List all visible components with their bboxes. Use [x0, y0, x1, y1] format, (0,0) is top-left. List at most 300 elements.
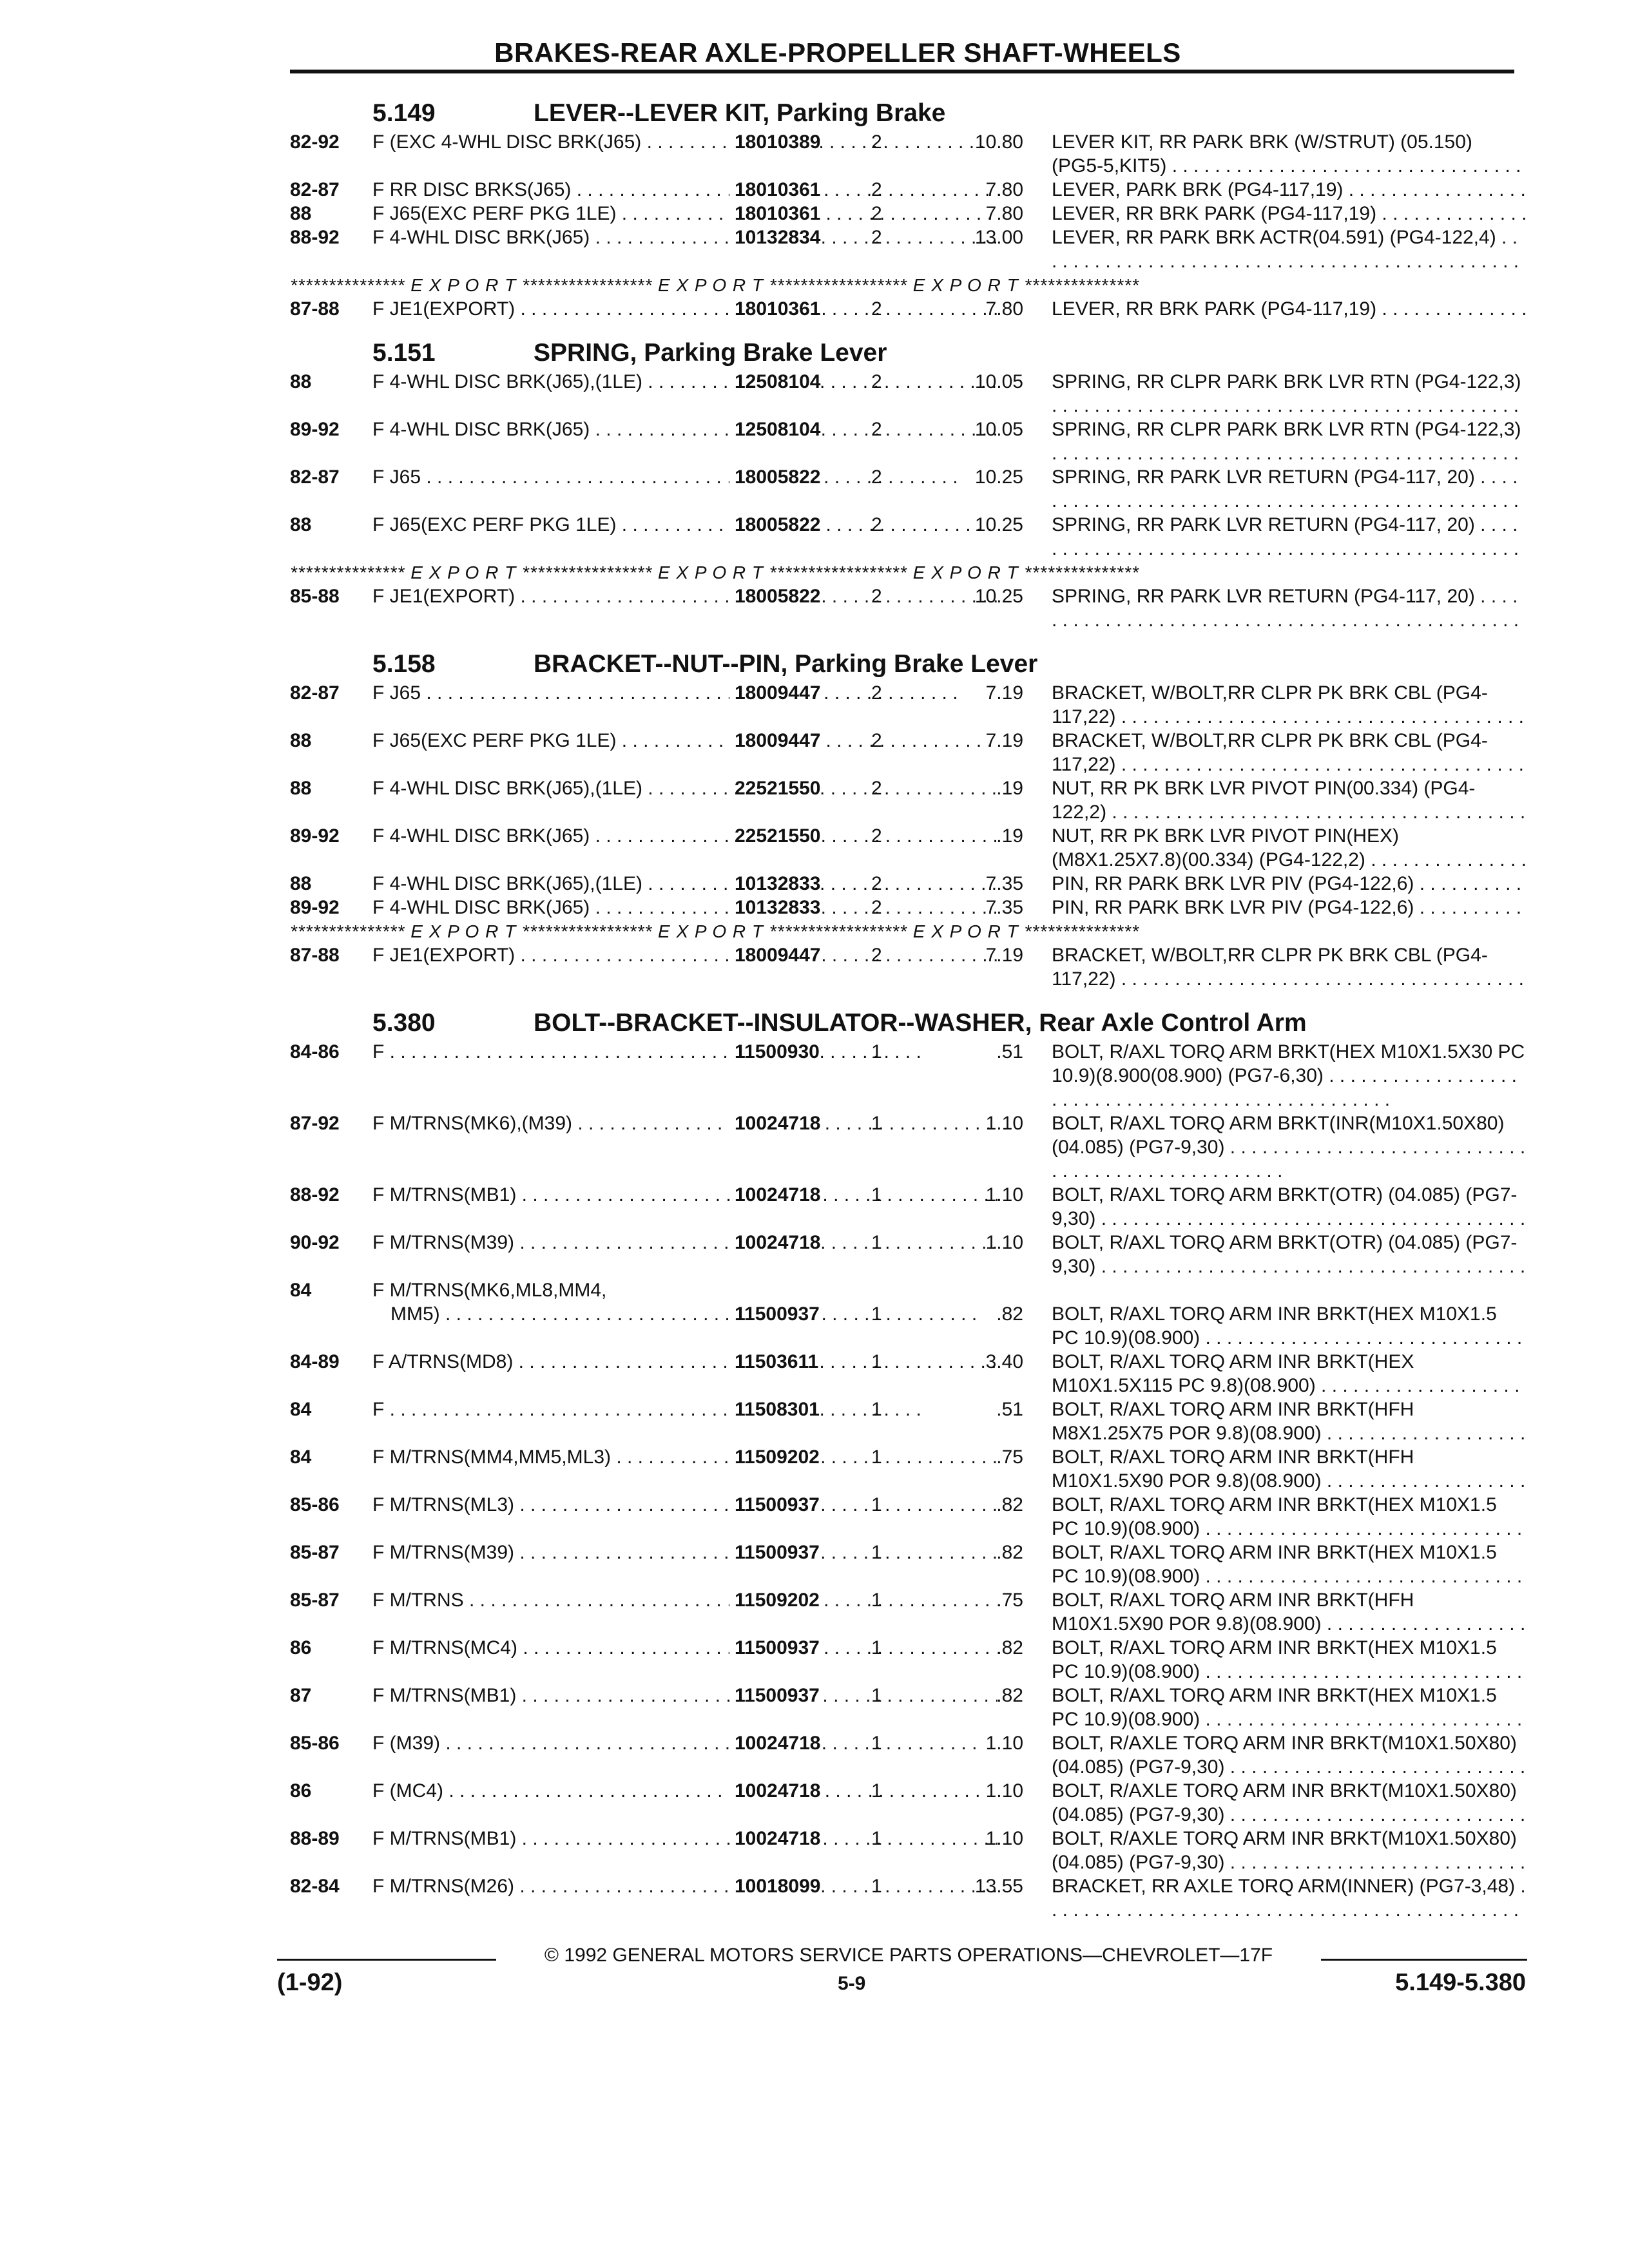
table-row	[290, 681, 1527, 729]
part-number: 11500937	[729, 1541, 820, 1564]
part-number: 18009447	[729, 943, 820, 967]
quantity: 1	[871, 1494, 882, 1515]
quantity: 2	[871, 203, 882, 224]
description-text: BOLT, R/AXL TORQ ARM BRKT(OTR) (04.085) (PG7-9,30) . . .	[1052, 1183, 1527, 1231]
page-title: BRAKES-REAR AXLE-PROPELLER SHAFT-WHEELS	[494, 37, 1181, 68]
description	[1052, 943, 1527, 991]
section-header	[290, 994, 1527, 1040]
quantity: 2	[871, 778, 882, 799]
export-banner: *************** E X P O R T ***************** E X P O R T ****************** E X P O R T ***************	[290, 275, 1139, 295]
application: F (M39) . . .	[372, 1731, 998, 1755]
description-text: BRACKET, W/BOLT,RR CLPR PK BRK CBL (PG4-117,22) . . .	[1052, 943, 1527, 991]
application: F 4-WHL DISC BRK(J65),(1LE) . . .	[372, 872, 998, 896]
footer-section-range: 5.149-5.380	[1395, 1969, 1526, 1996]
model-years: 86	[290, 1637, 312, 1658]
export-banner: *************** E X P O R T ***************** E X P O R T ****************** E X P O R T ***************	[290, 921, 1139, 941]
title-rule	[290, 70, 1514, 73]
model-years: 84	[290, 1280, 312, 1301]
footer-date: (1-92)	[277, 1969, 343, 1996]
price: 1.10	[985, 1828, 1023, 1849]
application: F J65(EXC PERF PKG 1LE) . . .	[372, 202, 998, 226]
application: F M/TRNS(MB1) . . .	[372, 1183, 998, 1207]
price: 7.19	[985, 730, 1023, 751]
quantity: 2	[871, 179, 882, 200]
price: 7.80	[985, 203, 1023, 224]
price: .75	[996, 1446, 1023, 1468]
table-row	[290, 1827, 1527, 1874]
price: .82	[996, 1303, 1023, 1325]
price: 10.05	[974, 371, 1023, 392]
quantity: 1	[871, 1828, 882, 1849]
table-row	[290, 1278, 1527, 1350]
price: 7.19	[985, 682, 1023, 704]
application: F J65(EXC PERF PKG 1LE) . . .	[372, 513, 998, 537]
description-text: SPRING, RR CLPR PARK BRK LVR RTN (PG4-122,3) . . .	[1052, 370, 1527, 418]
price: 13.00	[974, 227, 1023, 248]
price: .51	[996, 1399, 1023, 1420]
description-text: BOLT, R/AXL TORQ ARM INR BRKT(HFH M8X1.25X75 POR 9.8)(08.900) . . .	[1052, 1398, 1527, 1445]
description-text: BOLT, R/AXL TORQ ARM INR BRKT(HEX M10X1.5 PC 10.9)(08.900) . . .	[1052, 1541, 1527, 1588]
description	[1052, 1779, 1527, 1827]
model-years: 85-86	[290, 1733, 340, 1754]
price: .82	[996, 1637, 1023, 1658]
application: F 4-WHL DISC BRK(J65),(1LE) . . .	[372, 776, 998, 800]
description-text: BOLT, R/AXL TORQ ARM BRKT(OTR) (04.085) (PG7-9,30) . . .	[1052, 1231, 1527, 1278]
quantity: 1	[871, 1446, 882, 1468]
quantity: 1	[871, 1041, 882, 1062]
table-row	[290, 584, 1527, 632]
application: F 4-WHL DISC BRK(J65) . . .	[372, 824, 998, 848]
catalog-section	[290, 323, 1527, 632]
description	[1052, 1398, 1527, 1445]
price: 10.25	[974, 586, 1023, 607]
model-years: 85-87	[290, 1590, 340, 1611]
model-years: 87-88	[290, 945, 340, 966]
description-text: BOLT, R/AXL TORQ ARM INR BRKT(HEX M10X1.5 PC 10.9)(08.900) . . .	[1052, 1684, 1527, 1731]
table-row	[290, 729, 1527, 776]
part-number: 11500937	[729, 1636, 820, 1660]
application: F M/TRNS(MC4) . . .	[372, 1636, 998, 1660]
part-number: 18010361	[729, 297, 820, 321]
price: .82	[996, 1494, 1023, 1515]
application: F M/TRNS(MK6,ML8,MM4,	[372, 1280, 607, 1301]
quantity: 2	[871, 371, 882, 392]
description-text: PIN, RR PARK BRK LVR PIV (PG4-122,6) . . .	[1052, 872, 1527, 896]
description-text: LEVER, RR BRK PARK (PG4-117,19) . . .	[1052, 297, 1527, 321]
price: 10.25	[974, 514, 1023, 535]
description	[1052, 513, 1527, 561]
part-number: 22521550	[729, 776, 820, 800]
section-number: 5.380	[372, 1009, 436, 1037]
description-text: BOLT, R/AXLE TORQ ARM INR BRKT(M10X1.50X80)(04.085) (PG7-9,30) . . .	[1052, 1779, 1527, 1827]
price: 1.10	[985, 1184, 1023, 1206]
quantity: 2	[871, 945, 882, 966]
price: 13.55	[974, 1876, 1023, 1897]
description-text: BRACKET, W/BOLT,RR CLPR PK BRK CBL (PG4-117,22) . . .	[1052, 681, 1527, 729]
table-row	[290, 1183, 1527, 1231]
price: 1.10	[985, 1232, 1023, 1253]
price: 7.80	[985, 298, 1023, 320]
description	[1052, 465, 1527, 513]
description	[1052, 1588, 1527, 1636]
table-row	[290, 1398, 1527, 1445]
description-text: SPRING, RR CLPR PARK BRK LVR RTN (PG4-122,3) . . .	[1052, 418, 1527, 465]
model-years: 82-87	[290, 682, 340, 704]
description	[1052, 178, 1527, 202]
description	[1052, 1445, 1527, 1493]
description	[1052, 1684, 1527, 1731]
model-years: 88-92	[290, 227, 340, 248]
parts-catalog	[290, 84, 1527, 1925]
price: .75	[996, 1590, 1023, 1611]
description-text: LEVER, RR BRK PARK (PG4-117,19) . . .	[1052, 202, 1527, 226]
table-row	[290, 1779, 1527, 1827]
price: 10.25	[974, 466, 1023, 488]
table-row	[290, 130, 1527, 178]
part-number: 10018099	[729, 1874, 820, 1898]
part-number: 10024718	[729, 1731, 820, 1755]
quantity: 1	[871, 1590, 882, 1611]
table-row	[290, 465, 1527, 513]
application: F JE1(EXPORT) . . .	[372, 943, 998, 967]
description	[1052, 226, 1527, 273]
table-row	[290, 1684, 1527, 1731]
model-years: 82-87	[290, 466, 340, 488]
description-text: SPRING, RR PARK LVR RETURN (PG4-117, 20) . . .	[1052, 513, 1527, 561]
part-number: 10132834	[729, 226, 820, 249]
price: 7.80	[985, 179, 1023, 200]
description	[1052, 1636, 1527, 1684]
application: F . . .	[372, 1398, 998, 1421]
quantity: 1	[871, 1780, 882, 1802]
footer-page-number: 5-9	[838, 1973, 866, 1994]
application: F 4-WHL DISC BRK(J65) . . .	[372, 418, 998, 441]
part-number: 10132833	[729, 872, 820, 896]
application: F 4-WHL DISC BRK(J65) . . .	[372, 896, 998, 919]
model-years: 87-92	[290, 1113, 340, 1134]
model-years: 82-92	[290, 131, 340, 153]
model-years: 85-87	[290, 1542, 340, 1563]
table-row	[290, 896, 1527, 919]
table-row	[290, 1350, 1527, 1398]
description	[1052, 1350, 1527, 1398]
model-years: 88	[290, 514, 312, 535]
part-number: 11509202	[729, 1445, 820, 1469]
table-row	[290, 776, 1527, 824]
description	[1052, 370, 1527, 418]
quantity: 2	[871, 131, 882, 153]
model-years: 86	[290, 1780, 312, 1802]
quantity: 1	[871, 1351, 882, 1372]
quantity: 2	[871, 873, 882, 894]
application: F JE1(EXPORT) . . .	[372, 584, 998, 608]
part-number: 18005822	[729, 513, 820, 537]
section-title: BRACKET--NUT--PIN, Parking Brake Lever	[534, 650, 1038, 678]
part-number: 11500937	[729, 1302, 820, 1326]
application: F M/TRNS(M39) . . .	[372, 1231, 998, 1254]
application: F 4-WHL DISC BRK(J65) . . .	[372, 226, 998, 249]
quantity: 2	[871, 825, 882, 847]
quantity: 2	[871, 730, 882, 751]
application: F J65 . . .	[372, 465, 998, 489]
part-number: 11509202	[729, 1588, 820, 1612]
description-text: LEVER, PARK BRK (PG4-117,19) . . .	[1052, 178, 1527, 202]
description-text: BOLT, R/AXL TORQ ARM INR BRKT(HEX M10X1.5X115 PC 9.8)(08.900) . . .	[1052, 1350, 1527, 1398]
application: F 4-WHL DISC BRK(J65),(1LE) . . .	[372, 370, 998, 394]
quantity: 1	[871, 1184, 882, 1206]
model-years: 88	[290, 203, 312, 224]
part-number: 18005822	[729, 584, 820, 608]
application: F J65 . . .	[372, 681, 998, 705]
table-row	[290, 1493, 1527, 1541]
table-row	[290, 178, 1527, 202]
table-row	[290, 824, 1527, 872]
model-years: 82-87	[290, 179, 340, 200]
quantity: 1	[871, 1232, 882, 1253]
quantity: 2	[871, 466, 882, 488]
description	[1052, 776, 1527, 824]
table-row	[290, 1541, 1527, 1588]
table-row	[290, 1874, 1527, 1922]
part-number: 12508104	[729, 370, 820, 394]
model-years: 89-92	[290, 825, 340, 847]
price: .19	[996, 825, 1023, 847]
price: 10.80	[974, 131, 1023, 153]
description	[1052, 297, 1527, 321]
table-row	[290, 513, 1527, 561]
description	[1052, 1111, 1527, 1183]
quantity: 2	[871, 897, 882, 918]
price: 7.35	[985, 873, 1023, 894]
description	[1052, 729, 1527, 776]
part-number: 10024718	[729, 1111, 820, 1135]
description-text: BOLT, R/AXL TORQ ARM BRKT(INR(M10X1.50X80)(04.085) (PG7-9,30) . . .	[1052, 1111, 1527, 1183]
section-title: BOLT--BRACKET--INSULATOR--WASHER, Rear Axle Control Arm	[534, 1009, 1307, 1037]
application: F M/TRNS(MB1) . . .	[372, 1827, 998, 1850]
description-text: NUT, RR PK BRK LVR PIVOT PIN(00.334) (PG4-122,2) . . .	[1052, 776, 1527, 824]
description-text: BOLT, R/AXL TORQ ARM INR BRKT(HFH M10X1.5X90 POR 9.8)(08.900) . . .	[1052, 1445, 1527, 1493]
section-number: 5.151	[372, 339, 436, 367]
model-years: 85-88	[290, 586, 340, 607]
price: .51	[996, 1041, 1023, 1062]
price: 7.35	[985, 897, 1023, 918]
model-years: 88	[290, 371, 312, 392]
model-years: 84-89	[290, 1351, 340, 1372]
application: F . . .	[372, 1040, 998, 1064]
model-years: 84	[290, 1446, 312, 1468]
section-number: 5.149	[372, 99, 436, 127]
table-row	[290, 226, 1527, 273]
model-years: 90-92	[290, 1232, 340, 1253]
application: F M/TRNS . . .	[372, 1588, 998, 1612]
application: F (MC4) . . .	[372, 1779, 998, 1803]
description-text: PIN, RR PARK BRK LVR PIV (PG4-122,6) . . .	[1052, 896, 1527, 919]
part-number: 18009447	[729, 681, 820, 705]
table-row	[290, 943, 1527, 991]
description-text: BOLT, R/AXL TORQ ARM INR BRKT(HFH M10X1.5X90 POR 9.8)(08.900) . . .	[1052, 1588, 1527, 1636]
description	[1052, 1231, 1527, 1278]
description-text: BOLT, R/AXLE TORQ ARM INR BRKT(M10X1.50X80)(04.085) (PG7-9,30) . . .	[1052, 1731, 1527, 1779]
part-number: 10024718	[729, 1231, 820, 1254]
description	[1052, 681, 1527, 729]
section-title: SPRING, Parking Brake Lever	[534, 339, 887, 367]
part-number: 18009447	[729, 729, 820, 753]
description-text: BOLT, R/AXL TORQ ARM INR BRKT(HEX M10X1.5 PC 10.9)(08.900) . . .	[1052, 1493, 1527, 1541]
description-text: BOLT, R/AXLE TORQ ARM INR BRKT(M10X1.50X80)(04.085) (PG7-9,30) . . .	[1052, 1827, 1527, 1874]
quantity: 1	[871, 1303, 882, 1325]
model-years: 88-92	[290, 1184, 340, 1206]
model-years: 88	[290, 873, 312, 894]
quantity: 2	[871, 514, 882, 535]
model-years: 88	[290, 730, 312, 751]
description	[1052, 130, 1527, 178]
description-text: BRACKET, W/BOLT,RR CLPR PK BRK CBL (PG4-117,22) . . .	[1052, 729, 1527, 776]
section-number: 5.158	[372, 650, 436, 678]
part-number: 10024718	[729, 1183, 820, 1207]
application-continued: MM5) . . .	[372, 1302, 1016, 1326]
application: F JE1(EXPORT) . . .	[372, 297, 998, 321]
description-text: LEVER KIT, RR PARK BRK (W/STRUT) (05.150) (PG5-5,KIT5) . . .	[1052, 130, 1527, 178]
description-text: SPRING, RR PARK LVR RETURN (PG4-117, 20) . . .	[1052, 465, 1527, 513]
description-text: BOLT, R/AXL TORQ ARM INR BRKT(HEX M10X1.5 PC 10.9)(08.900) . . .	[1052, 1302, 1527, 1350]
description-text: SPRING, RR PARK LVR RETURN (PG4-117, 20) . . .	[1052, 584, 1527, 632]
model-years: 88-89	[290, 1828, 340, 1849]
price: .19	[996, 778, 1023, 799]
model-years: 88	[290, 778, 312, 799]
description	[1052, 1827, 1527, 1874]
part-number: 11500930	[729, 1040, 820, 1064]
footer-copyright: © 1992 GENERAL MOTORS SERVICE PARTS OPERATIONS—CHEVROLET—17F	[544, 1945, 1273, 1966]
price: 1.10	[985, 1733, 1023, 1754]
quantity: 2	[871, 586, 882, 607]
application: F (EXC 4-WHL DISC BRK(J65) . . .	[372, 130, 998, 154]
description	[1052, 1493, 1527, 1541]
model-years: 84-86	[290, 1041, 340, 1062]
model-years: 85-86	[290, 1494, 340, 1515]
table-row	[290, 370, 1527, 418]
price: 1.10	[985, 1780, 1023, 1802]
application: F M/TRNS(M39) . . .	[372, 1541, 998, 1564]
table-row	[290, 297, 1527, 321]
quantity: 1	[871, 1399, 882, 1420]
table-row	[290, 1636, 1527, 1684]
description	[1052, 202, 1527, 226]
application: F M/TRNS(MK6),(M39) . . .	[372, 1111, 998, 1135]
model-years: 89-92	[290, 897, 340, 918]
part-number: 10024718	[729, 1827, 820, 1850]
quantity: 2	[871, 682, 882, 704]
table-row	[290, 1231, 1527, 1278]
part-number: 22521550	[729, 824, 820, 848]
section-header	[290, 323, 1527, 370]
quantity: 2	[871, 419, 882, 440]
application: F M/TRNS(M26) . . .	[372, 1874, 998, 1898]
footer-rule-right	[1321, 1959, 1527, 1961]
application: F RR DISC BRKS(J65) . . .	[372, 178, 998, 202]
description	[1052, 896, 1527, 919]
part-number: 10024718	[729, 1779, 820, 1803]
description	[1052, 872, 1527, 896]
price: 1.10	[985, 1113, 1023, 1134]
quantity: 1	[871, 1542, 882, 1563]
description	[1052, 418, 1527, 465]
price: 3.40	[985, 1351, 1023, 1372]
section-header	[290, 84, 1527, 130]
model-years: 84	[290, 1399, 312, 1420]
part-number: 18010361	[729, 202, 820, 226]
table-row	[290, 1731, 1527, 1779]
part-number: 18005822	[729, 465, 820, 489]
quantity: 1	[871, 1685, 882, 1706]
model-years: 87-88	[290, 298, 340, 320]
description-text: BRACKET, RR AXLE TORQ ARM(INNER) (PG7-3,48) . . .	[1052, 1874, 1527, 1922]
quantity: 1	[871, 1637, 882, 1658]
description	[1052, 1183, 1527, 1231]
application: F M/TRNS(MB1) . . .	[372, 1684, 998, 1707]
description-text: LEVER, RR PARK BRK ACTR(04.591) (PG4-122,4) . . .	[1052, 226, 1527, 273]
quantity: 2	[871, 227, 882, 248]
part-number: 12508104	[729, 418, 820, 441]
model-years: 89-92	[290, 419, 340, 440]
application: F M/TRNS(ML3) . . .	[372, 1493, 998, 1517]
table-row	[290, 1588, 1527, 1636]
description-text: NUT, RR PK BRK LVR PIVOT PIN(HEX) (M8X1.25X7.8)(00.334) (PG4-122,2) . . .	[1052, 824, 1527, 872]
quantity: 1	[871, 1733, 882, 1754]
part-number: 11503611	[729, 1350, 818, 1374]
table-row	[290, 1040, 1527, 1111]
application: F M/TRNS(MM4,MM5,ML3) . . .	[372, 1445, 998, 1469]
part-number: 11508301	[729, 1398, 820, 1421]
description	[1052, 1874, 1527, 1922]
description-text: BOLT, R/AXL TORQ ARM INR BRKT(HEX M10X1.5 PC 10.9)(08.900) . . .	[1052, 1636, 1527, 1684]
description	[1052, 1731, 1527, 1779]
part-number: 18010361	[729, 178, 820, 202]
export-banner: *************** E X P O R T ***************** E X P O R T ****************** E X P O R T ***************	[290, 562, 1139, 582]
quantity: 1	[871, 1876, 882, 1897]
description	[1052, 1541, 1527, 1588]
catalog-section	[290, 635, 1527, 991]
part-number: 18010389	[729, 130, 820, 154]
description-text: BOLT, R/AXL TORQ ARM BRKT(HEX M10X1.5X30 PC 10.9)(8.900(08.900) (PG7-6,30) . . .	[1052, 1040, 1527, 1111]
part-number: 10132833	[729, 896, 820, 919]
description	[1052, 584, 1527, 632]
quantity: 1	[871, 1113, 882, 1134]
price: 7.19	[985, 945, 1023, 966]
application: F J65(EXC PERF PKG 1LE) . . .	[372, 729, 998, 753]
table-row	[290, 872, 1527, 896]
description	[1052, 1040, 1527, 1111]
footer-rule-left	[277, 1959, 496, 1961]
description	[1052, 1302, 1527, 1350]
table-row	[290, 1445, 1527, 1493]
price: .82	[996, 1542, 1023, 1563]
table-row	[290, 418, 1527, 465]
model-years: 82-84	[290, 1876, 340, 1897]
part-number: 11500937	[729, 1493, 820, 1517]
section-title: LEVER--LEVER KIT, Parking Brake	[534, 99, 946, 127]
quantity: 2	[871, 298, 882, 320]
model-years: 87	[290, 1685, 312, 1706]
section-header	[290, 635, 1527, 681]
catalog-section	[290, 84, 1527, 321]
table-row	[290, 1111, 1527, 1183]
price: .82	[996, 1685, 1023, 1706]
description	[1052, 824, 1527, 872]
catalog-section	[290, 994, 1527, 1922]
price: 10.05	[974, 419, 1023, 440]
part-number: 11500937	[729, 1684, 820, 1707]
application: F A/TRNS(MD8) . . .	[372, 1350, 998, 1374]
